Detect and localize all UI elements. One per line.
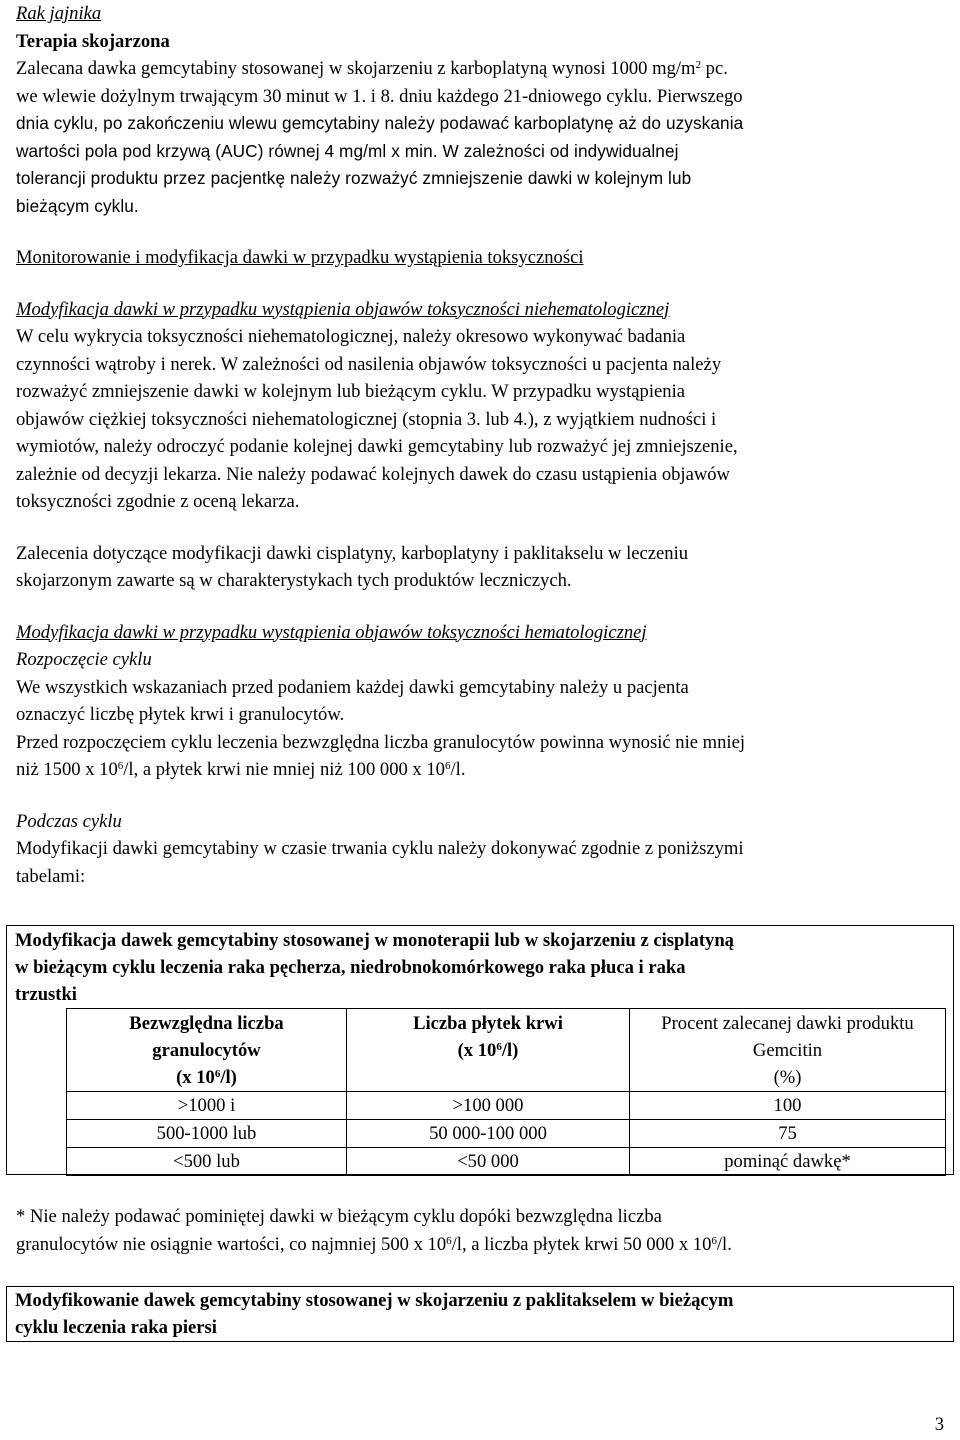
table-title-line: Modyfikacja dawek gemcytabiny stosowanej w monoterapii lub w skojarzeniu z cisplatyną (15, 930, 734, 951)
paragraph-line: Zalecana dawka gemcytabiny stosowanej w skojarzeniu z karboplatyną wynosi 1000 $mg/m^2$ pc. (16, 58, 728, 79)
header-dose-percent: Procent zalecanej dawki produktu Gemcitin (%) (630, 1009, 946, 1092)
table-cell: pominąć dawkę* (630, 1148, 946, 1176)
paragraph-line: Zalecenia dotyczące modyfikacji dawki cisplatyny, karboplatyny i paklitakselu w leczeniu (16, 542, 689, 564)
nonhematologic-heading: Modyfikacja dawki w przypadku wystąpienia objawów toksyczności niehematologicznej (16, 298, 670, 320)
paragraph-line: wartości pola pod krzywą (AUC) równej 4 mg/ml x min. W zależności od indywidualnej (16, 140, 679, 161)
table-cell: 500-1000 lub (67, 1120, 347, 1148)
paragraph-line: wymiotów, należy odroczyć podanie kolejnej dawki gemcytabiny lub rozważyć jej zmniejszenie, (16, 436, 738, 457)
page-number: 3 (934, 1414, 944, 1435)
dose-modification-table-box (6, 925, 954, 1175)
table-title-line: trzustki (15, 984, 77, 1005)
paragraph-line: tabelami: (16, 865, 86, 887)
paragraph-line: rozważyć zmniejszenie dawki w kolejnym lub bieżącym cyklu. W przypadku wystąpienia (16, 381, 685, 402)
paragraph-line: zależnie od decyzji lekarza. Nie należy podawać kolejnych dawek do czasu ustąpienia objawów (16, 463, 730, 485)
paragraph-line: we wlewie dożylnym trwającym 30 minut w 1. i 8. dniu każdego 21-dniowego cyklu. Pierwszego (16, 85, 743, 107)
dose-table (66, 1008, 946, 1176)
paragraph-line: W celu wykrycia toksyczności niehematologicznej, należy okresowo wykonywać badania (16, 326, 686, 347)
header-granulocytes: Bezwzględna liczba granulocytów (x $10^6/l$) (67, 1009, 347, 1092)
paragraph-line: tolerancji produktu przez pacjentkę należy rozważyć zmniejszenie dawki w kolejnym lub (16, 168, 692, 188)
table-row (67, 1092, 946, 1120)
paragraph-line: We wszystkich wskazaniach przed podaniem każdej dawki gemcytabiny należy u pacjenta (16, 676, 689, 698)
header-platelets: Liczba płytek krwi (x $10^6/l$) (347, 1009, 630, 1092)
table-cell: 100 (630, 1092, 946, 1120)
section-title: Rak jajnika (16, 3, 102, 24)
paragraph-line: objawów ciężkiej toksyczności niehematologicznej (stopnia 3. lub 4.), z wyjątkiem nudności i (16, 408, 717, 430)
paragraph-line: niż 1500 x $10^6/l$, a płytek krwi nie mniej niż 100 000 x $10^6/l$. (16, 759, 466, 780)
paragraph-line: dnia cyklu, po zakończeniu wlewu gemcytabiny należy podawać karboplatynę aż do uzyskania (16, 113, 744, 133)
table-title-line: Modyfikowanie dawek gemcytabiny stosowanej w skojarzeniu z paklitakselem w bieżącym (15, 1290, 734, 1311)
paclitaxel-table-box (6, 1286, 954, 1342)
table-cell: <500 lub (67, 1148, 347, 1176)
monitoring-heading: Monitorowanie i modyfikacja dawki w przypadku wystąpienia toksyczności (16, 247, 584, 268)
paragraph-line: skojarzonym zawarte są w charakterystykach tych produktów leczniczych. (16, 570, 572, 591)
table-cell: >100 000 (347, 1092, 630, 1120)
table-title-line: cyklu leczenia raka piersi (15, 1317, 217, 1338)
during-cycle-heading: Podczas cyklu (16, 810, 122, 832)
table-cell: >1000 i (67, 1092, 347, 1120)
document-page (16, 0, 946, 890)
footnote-line: granulocytów nie osiągnie wartości, co najmniej 500 x $10^6/l$, a liczba płytek krwi 50 000 x $10^6/l$. (16, 1233, 732, 1255)
table-cell: <50 000 (347, 1148, 630, 1176)
table-cell: 50 000-100 000 (347, 1120, 630, 1148)
table-row (67, 1120, 946, 1148)
paragraph-line: bieżącym cyklu. (16, 195, 139, 216)
paragraph-line: czynności wątroby i nerek. W zależności od nasilenia objawów toksyczności u pacjenta należy (16, 353, 722, 375)
cycle-start-heading: Rozpoczęcie cyklu (16, 649, 152, 670)
table-cell: 75 (630, 1120, 946, 1148)
table-row (67, 1148, 946, 1176)
footnote-line: * Nie należy podawać pominiętej dawki w bieżącym cyklu dopóki bezwzględna liczba (16, 1206, 662, 1227)
paragraph-line: Modyfikacji dawki gemcytabiny w czasie trwania cyklu należy dokonywać zgodnie z poniższymi (16, 838, 744, 859)
section-subtitle: Terapia skojarzona (16, 30, 170, 52)
paragraph-line: toksyczności zgodnie z oceną lekarza. (16, 491, 300, 512)
table-title-line: w bieżącym cyklu leczenia raka pęcherza, niedrobnokomórkowego raka płuca i raka (15, 957, 686, 978)
paragraph-line: Przed rozpoczęciem cyklu leczenia bezwzględna liczba granulocytów powinna wynosić nie mniej (16, 731, 745, 753)
hematologic-heading: Modyfikacja dawki w przypadku wystąpienia objawów toksyczności hematologicznej (16, 621, 647, 643)
table-header-row (67, 1009, 946, 1092)
paragraph-line: oznaczyć liczbę płytek krwi i granulocytów. (16, 704, 345, 725)
footnote (16, 1203, 946, 1258)
